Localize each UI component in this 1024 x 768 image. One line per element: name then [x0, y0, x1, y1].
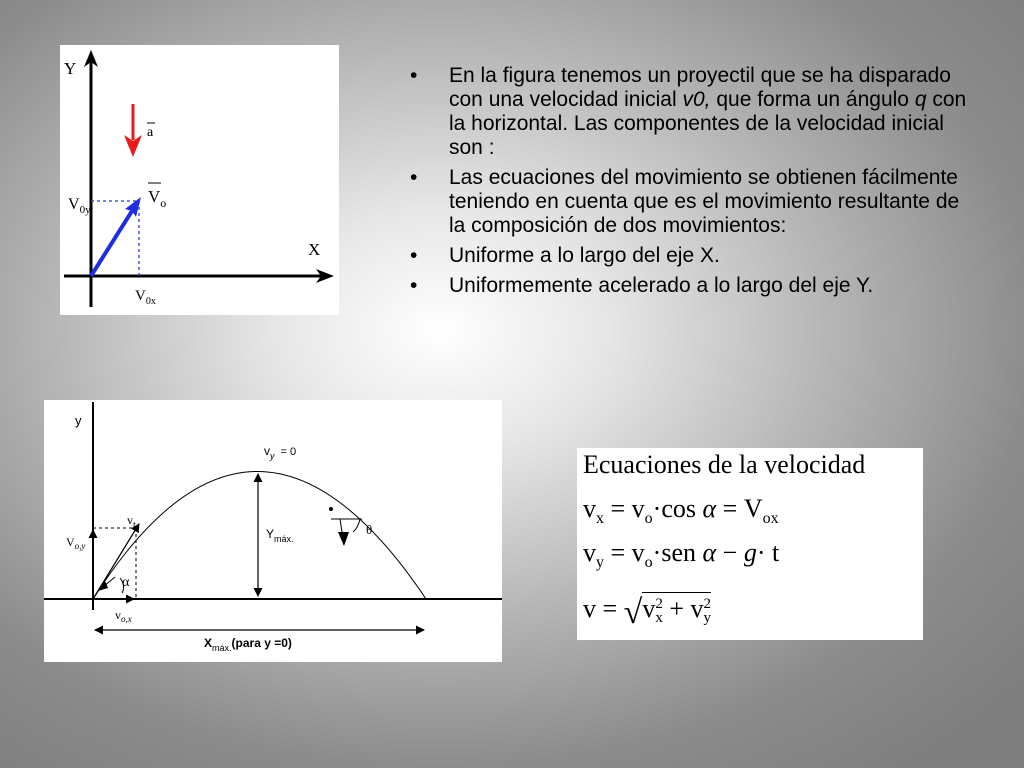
velocity-vector	[91, 211, 132, 276]
velocity-label: $v_t$	[127, 513, 136, 531]
explanation-bullets	[410, 64, 970, 304]
velocity-equations-panel	[577, 448, 923, 640]
bullet-item: • En la figura tenemos un proyectil que se ha disparado con una velocidad inicial v0, que forma un ángulo q con la horizontal. Las componentes de la velocidad inicial son :	[410, 64, 970, 160]
sqrt-radicand: v 2 x + v 2 y	[642, 594, 712, 627]
voy-label: $V_{0y}$	[68, 196, 91, 216]
trajectory-point	[329, 507, 333, 511]
velocity-label: $V_o$	[148, 187, 167, 210]
vox-label: $v_{o,x}$	[115, 608, 132, 624]
equation-vy: $v_y = v_o\cdot sen$ α − g· t	[583, 538, 780, 572]
velocity-direction-arrowhead	[338, 532, 349, 546]
equation-v-magnitude: v = √v 2 x + v 2 y	[583, 594, 712, 631]
velocity-components-figure	[60, 45, 339, 315]
initial-velocity-vector	[93, 524, 139, 599]
velocity-components-diagram	[60, 45, 339, 315]
theta-label: θ	[366, 522, 373, 537]
trajectory-figure	[44, 400, 502, 662]
voy-label: $V_{o,y}$	[66, 535, 86, 551]
equation-vx: $v_x = v_o\cdot\cos$ $\alpha = V_{ox}$	[583, 494, 779, 528]
bullet-item: • Uniformemente acelerado a lo largo del eje Y.	[410, 274, 970, 298]
y-axis-label: y	[75, 413, 82, 428]
trajectory-curve	[93, 472, 426, 600]
acceleration-label: a	[147, 125, 154, 140]
ymax-label: $Y_{máx.}$	[266, 527, 294, 544]
sqrt-symbol: √	[623, 594, 643, 631]
vy-zero-label: $v_y = 0$	[264, 444, 297, 461]
bullet-item: • Las ecuaciones del movimiento se obtienen fácilmente teniendo en cuenta que es el movimiento resultante de la composición de dos movimientos:	[410, 166, 970, 238]
equations-title: Ecuaciones de la velocidad	[583, 450, 866, 479]
y-axis-label: Y	[64, 59, 77, 78]
theta-arc	[353, 519, 360, 532]
vox-label: $V_{0x}$	[135, 288, 156, 307]
xmax-label: $X_{máx.}(para$ y =0)	[204, 636, 292, 653]
x-axis-label: X	[308, 240, 321, 259]
trajectory-diagram	[44, 400, 502, 662]
alpha-label: α	[122, 575, 130, 590]
bullet-item: • Uniforme a lo largo del eje X.	[410, 244, 970, 268]
